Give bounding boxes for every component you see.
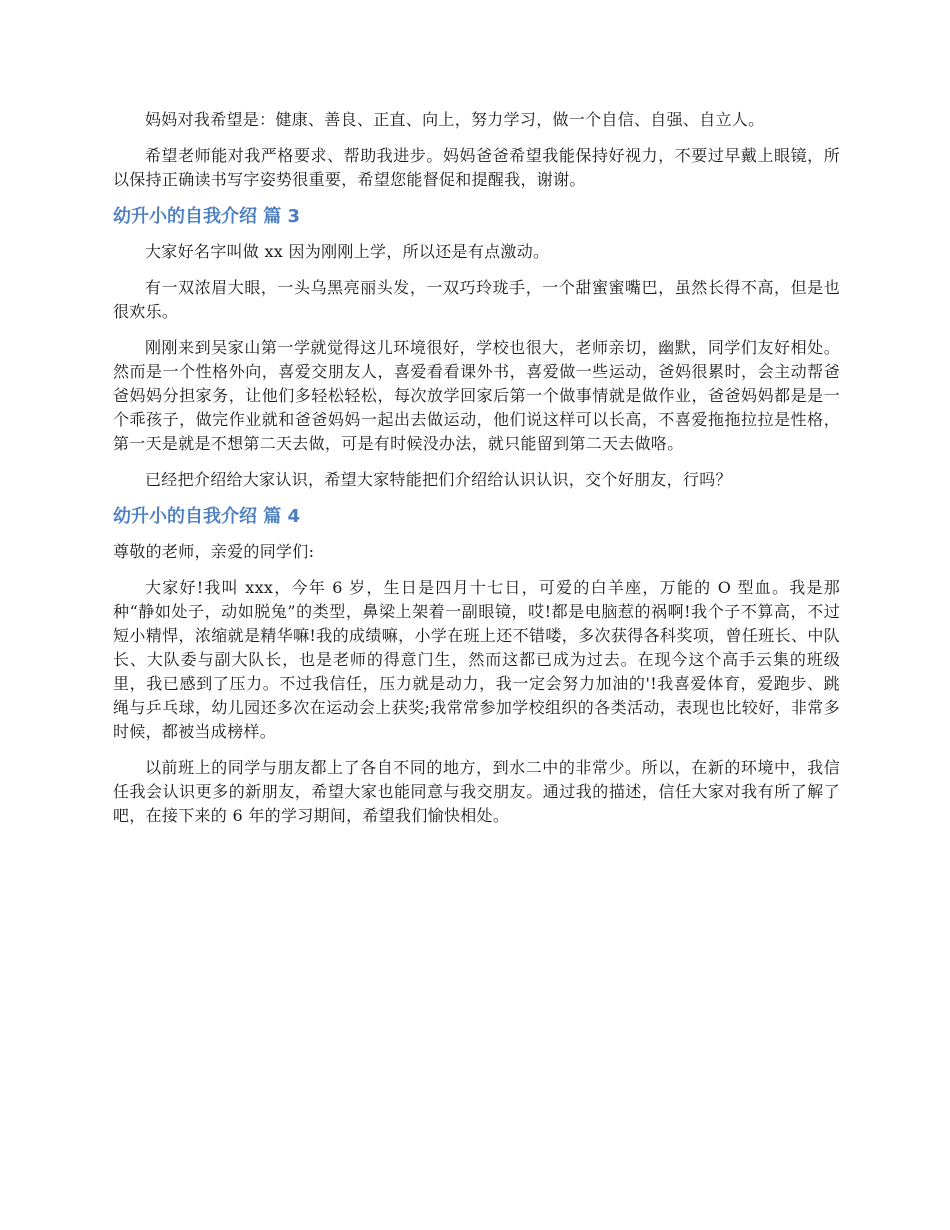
paragraph-greeting: 大家好名字叫做 xx 因为刚刚上学，所以还是有点激动。 <box>145 242 550 261</box>
document-body <box>113 108 840 840</box>
section-heading-4: 幼升小的自我介绍 篇 4 <box>113 506 301 527</box>
paragraph-appearance: 有一双浓眉大眼，一头乌黑亮丽头发，一双巧玲珑手，一个甜蜜蜜嘴巴，虽然长得不高，但是也很欢乐。 <box>113 278 840 321</box>
paragraph-closing-3: 已经把介绍给大家认识，希望大家特能把们介绍给认识认识，交个好朋友，行吗？ <box>145 470 732 489</box>
paragraph-teacher-hopes: 希望老师能对我严格要求、帮助我进步。妈妈爸爸希望我能保持好视力，不要过早戴上眼镜，所以保持正确读书写字姿势很重要，希望您能督促和提醒我，谢谢。 <box>113 146 840 189</box>
paragraph-closing-4: 以前班上的同学与朋友都上了各自不同的地方，到水二中的非常少。所以，在新的环境中，我信任我会认识更多的新朋友，希望大家也能同意与我交朋友。通过我的描述，信任大家对我有所了解了吧，在接下来的 6 年的学习期间，希望我们愉快相处。 <box>113 758 840 825</box>
paragraph-self-intro: 大家好!我叫 xxx，今年 6 岁，生日是四月十七日，可爱的白羊座，万能的 O 型血。我是那种“静如处子，动如脱兔”的类型，鼻梁上架着一副眼镜，哎!都是电脑惹的祸啊!我个子不算高，不过短小精悍，浓缩就是精华嘛!我的成绩嘛，小学在班上还不错喽，多次获得各科奖项，曾任班长、中队长、大队委与副大队长，也是老师的得意门生，然而这都已成为过去。在现今这个高手云集的班级里，我已感到了压力。不过我信任，压力就是动力，我一定会努力加油的'!我喜爱体育，爱跑步、跳绳与乒乓球，幼儿园还多次在运动会上获奖;我常常参加学校组织的各类活动，表现也比较好，非常多时候，都被当成榜样。 <box>113 578 840 741</box>
paragraph-school-life: 刚刚来到吴家山第一学就觉得这儿环境很好，学校也很大，老师亲切，幽默，同学们友好相处。然而是一个性格外向，喜爱交朋友人，喜爱看看课外书，喜爱做一些运动，爸妈很累时，会主动帮爸爸妈妈分担家务，让他们多轻松轻松，每次放学回家后第一个做事情就是做作业，爸爸妈妈都是是一个乖孩子，做完作业就和爸爸妈妈一起出去做运动，他们说这样可以长高，不喜爱拖拖拉拉是性格，第一天是就是不想第二天去做，可是有时候没办法，就只能留到第二天去做咯。 <box>113 338 840 453</box>
paragraph-mother-hopes: 妈妈对我希望是：健康、善良、正直、向上，努力学习，做一个自信、自强、自立人。 <box>145 110 765 129</box>
section-heading-3: 幼升小的自我介绍 篇 3 <box>113 206 301 227</box>
paragraph-salutation: 尊敬的老师，亲爱的同学们: <box>113 542 315 561</box>
